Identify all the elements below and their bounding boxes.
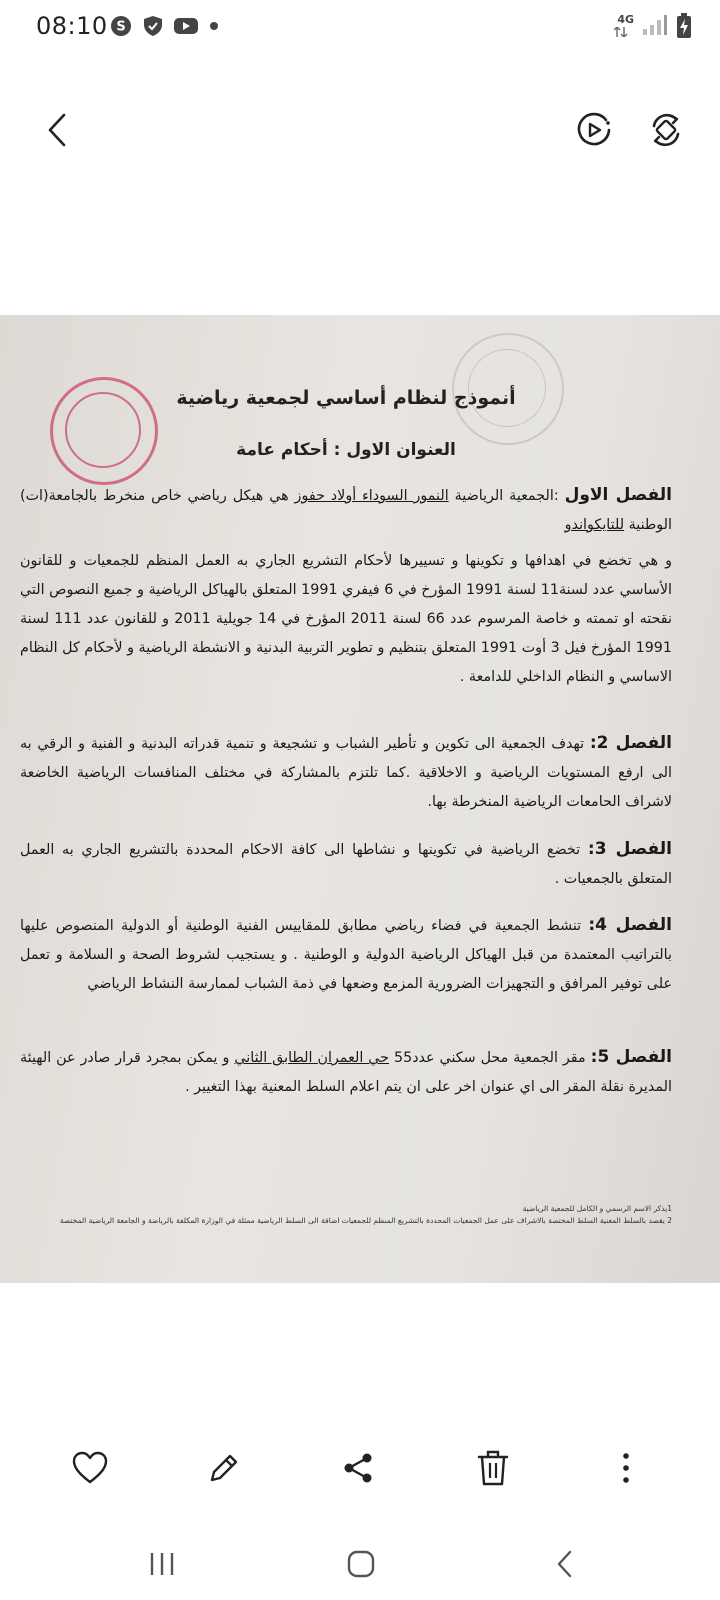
chapter-2-label: الفصل 2: (589, 733, 672, 753)
data-arrows-icon (614, 27, 628, 37)
status-time: 08:10 (36, 12, 108, 40)
back-icon (555, 1549, 575, 1579)
signal-icon (642, 14, 668, 36)
more-vertical-icon (621, 1452, 631, 1484)
chapter-1-label: الفصل الاول (564, 485, 672, 505)
chapter-1 (20, 481, 672, 540)
auto-rotate-icon (646, 110, 686, 150)
document-title: أنموذج لنظام أساسي لجمعية رياضية (176, 387, 516, 409)
chapter-1-pre: :الجمعية الرياضية (448, 488, 565, 504)
system-nav-bar (0, 1528, 720, 1600)
s-app-icon (110, 15, 132, 37)
chapter-5-label: الفصل 5: (590, 1047, 673, 1067)
club-name: النمور السوداء أولاد حفوز (294, 488, 449, 504)
chapter-5-post: و يمكن بمجرد قرار صادر عن الهيئة المديرة نقلة المقر الى اي عنوان اخر على ان يتم اعلام السلط المعنية بهذا التغيير . (20, 1050, 672, 1095)
edit-button[interactable] (198, 1442, 250, 1494)
footnotes (20, 1203, 672, 1227)
chapter-4-text: تنشط الجمعية في فضاء رياضي مطابق للمقاييس الفنية الوطنية أو الدولية المنصوص عليها بالتراتيب المعتمدة من قبل الهياكل الرياضية الدولية و الوطنية . و يستجيب لشروط الصحة و السلامة و تعمل على توفير المرافق و التجهيزات الضرورية المزمع وضعها في ذمة الشباب لممارسة النشاط الرياضي (20, 918, 672, 992)
status-bar (0, 0, 720, 52)
chapter-5-pre: مقر الجمعية محل سكني عدد55 (389, 1050, 591, 1066)
chapter-5 (20, 1043, 672, 1102)
chevron-left-icon (44, 112, 72, 148)
chapter-3-text: تخضع الرياضية في تكوينها و نشاطها الى كافة الاحكام المحددة بالتشريع الجاري به العمل المتعلق بالجمعيات . (20, 842, 672, 887)
document-subtitle: العنوان الاول : أحكام عامة (236, 440, 456, 460)
delete-button[interactable] (467, 1442, 519, 1494)
network-label: 4G (617, 13, 634, 26)
chapter-3-label: الفصل 3: (587, 839, 672, 859)
bottom-action-bar (0, 1430, 720, 1506)
svg-text:S: S (116, 19, 126, 35)
auto-rotate-button[interactable] (644, 108, 688, 152)
shield-icon (142, 15, 164, 37)
chapter-1-mid: هي هيكل رياضي خاص منخرط بالجامعة(ات) الوطنية (20, 488, 672, 533)
paragraph-legal: و هي تخضع في اهدافها و تكوينها و تسييرها لأحكام التشريع الجاري به العمل المنظم للجمعيات و للقانون الأساسي عدد لسنة11 لسنة 1991 المؤرخ في 6 فيفري 1991 المتعلق بالهياكل الرياضية و جميع النصوص التي نقحته او تممته و خاصة المرسوم عدد 66 لسنة 2011 المؤرخ في 14 جويلية 2011 و للقانون عدد 111 لسنة 1991 المؤرخ فيل 3 أوت 1991 المتعلق بتنظيم و تطوير التربية البدنية و الانشطة الرياضية و لأحكام كل النظام الاساسي و النظام الداخلي للدامعة . (20, 553, 672, 685)
trash-icon (477, 1449, 509, 1487)
dot-icon (208, 15, 220, 37)
club-address: حي العمران الطابق الثاني (234, 1050, 390, 1066)
system-back-button[interactable] (537, 1538, 593, 1590)
home-button[interactable] (333, 1538, 389, 1590)
top-bar (0, 90, 720, 170)
pencil-icon (206, 1450, 242, 1486)
favorite-button[interactable] (64, 1442, 116, 1494)
footnote-2: 2 يقصد بالسلط المعنية السلط المختصة بالاشراف على عمل الجمعيات المحددة بالتشريع المنظم للجمعيات اضافة الى السلط الرياضية ممثلة في الوزارة المكلفة بالرياضة و الجامعة الرياضية المختصة (59, 1216, 672, 1225)
federation-name: للتايكواندو (564, 517, 625, 533)
share-button[interactable] (332, 1442, 384, 1494)
motion-photo-icon (574, 110, 614, 150)
heart-icon (72, 1451, 108, 1485)
chapter-2 (20, 729, 672, 817)
more-options-button[interactable] (600, 1442, 652, 1494)
share-icon (341, 1451, 375, 1485)
footnote-1: 1يذكر الاسم الرسمي و الكامل للجمعية الرياضية (522, 1204, 672, 1213)
chapter-4 (20, 911, 672, 999)
document-page (20, 315, 672, 1283)
recent-apps-button[interactable] (134, 1538, 190, 1590)
chapter-2-text: تهدف الجمعية الى تكوين و تأطير الشباب و تشجيعة و تنمية قدراته البدنية و الفنية و الرقي به الى ارفع المستويات الرياضية و الاخلاقية .كما تلتزم بالمشاركة في مختلف المنافسات الرياضية الخاضعة لاشراف الحامعات الرياضية المنخرطة بها. (20, 736, 672, 810)
home-icon (346, 1549, 376, 1579)
youtube-icon (173, 15, 199, 37)
battery-charging-icon (676, 13, 692, 39)
recent-apps-icon (148, 1551, 176, 1577)
motion-photo-button[interactable] (572, 108, 616, 152)
document-photo[interactable] (0, 315, 720, 1283)
chapter-3 (20, 835, 672, 894)
back-button[interactable] (36, 108, 80, 152)
chapter-4-label: الفصل 4: (588, 915, 672, 935)
